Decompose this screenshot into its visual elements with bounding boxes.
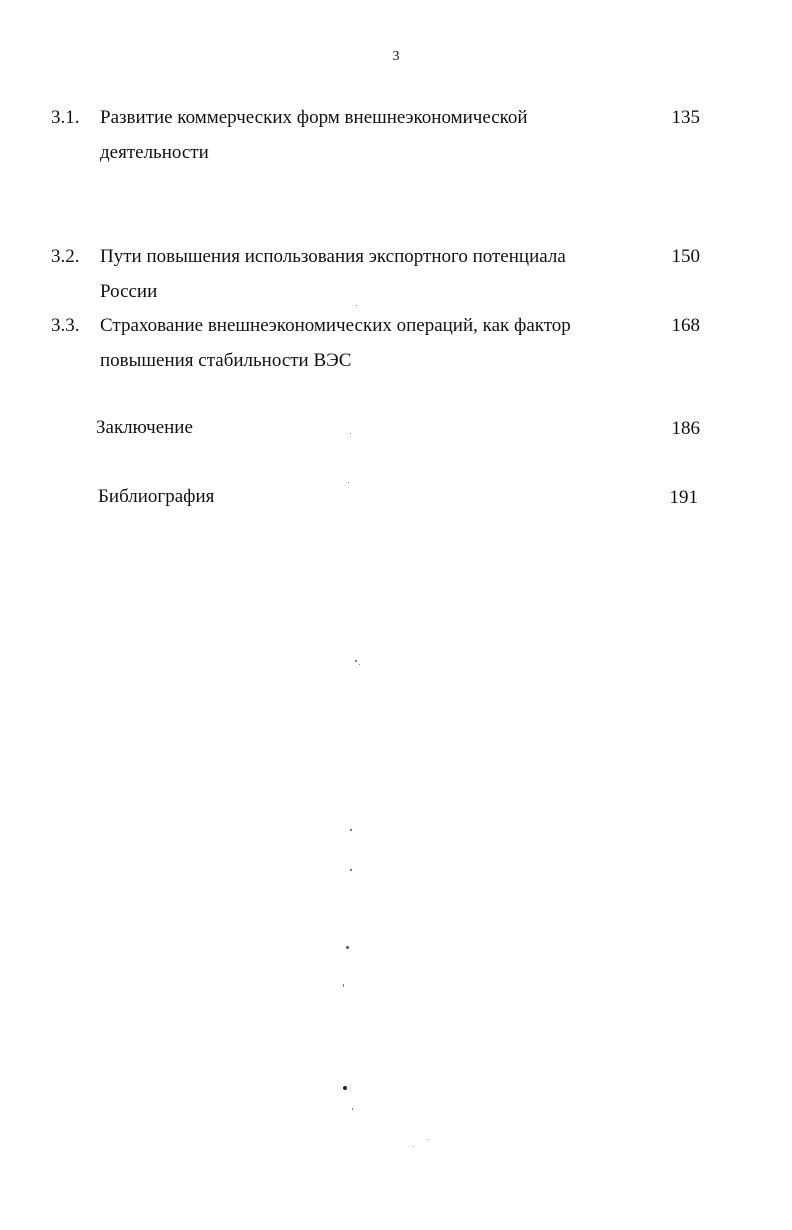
toc-entry-page: 135: [671, 107, 700, 128]
toc-entry-title-line-2: повышения стабильности ВЭС: [100, 350, 352, 371]
scan-speck: [412, 1146, 414, 1147]
toc-entry-title-line-1: Развитие коммерческих форм внешнеэкономической: [100, 107, 528, 128]
scan-speck: [356, 305, 357, 306]
scan-speck: [352, 1108, 353, 1110]
toc-entry-title-line-2: деятельности: [100, 142, 209, 163]
scan-speck: [350, 829, 352, 831]
scan-speck: [346, 946, 349, 949]
scan-speck: [427, 1139, 429, 1140]
toc-entry-title-line-2: России: [100, 281, 158, 302]
toc-entry-title: Библиография: [98, 486, 215, 507]
page-number: 3: [392, 49, 400, 64]
scan-speck: [348, 482, 349, 483]
toc-entry-title-line-1: Пути повышения использования экспортного потенциала: [100, 246, 566, 267]
toc-entry-title-line-1: Страхование внешнеэкономических операций, как фактор: [100, 315, 571, 336]
toc-entry-number: 3.3.: [51, 315, 80, 336]
toc-entry-number: 3.2.: [51, 246, 80, 267]
scan-speck: [350, 869, 352, 871]
scan-speck: [350, 433, 351, 434]
scan-speck: [343, 984, 344, 987]
toc-entry-page: 150: [671, 246, 700, 267]
toc-entry-page: 191: [669, 487, 698, 508]
toc-entry-page: 168: [671, 315, 700, 336]
toc-entry-title: Заключение: [96, 417, 193, 438]
scan-speck: [343, 1086, 347, 1090]
scan-speck: [359, 664, 360, 665]
scan-speck: [355, 660, 357, 662]
toc-entry-number: 3.1.: [51, 107, 80, 128]
toc-entry-page: 186: [671, 418, 700, 439]
